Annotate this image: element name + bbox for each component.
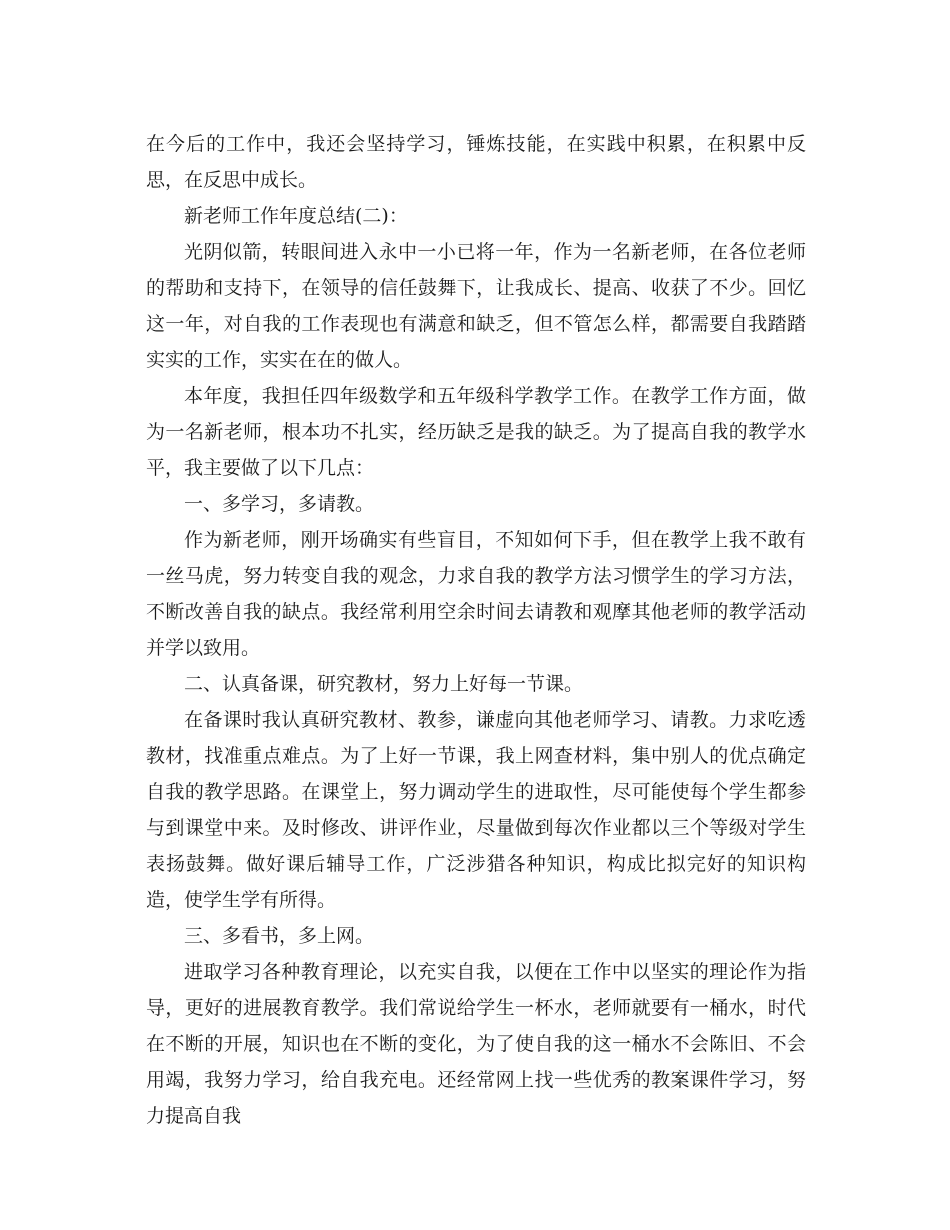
- paragraph-teaching-role: 本年度，我担任四年级数学和五年级科学教学工作。在教学工作方面，做为一名新老师，根本功不扎实，经历缺乏是我的缺乏。为了提高自我的教学水平，我主要做了以下几点：: [146, 385, 806, 479]
- paragraph-closing-remark: 在今后的工作中，我还会坚持学习，锤炼技能，在实践中积累，在积累中反思，在反思中成长。: [146, 133, 806, 191]
- paragraph-point-three: 进取学习各种教育理论，以充实自我，以便在工作中以坚实的理论作为指导，更好的进展教育教学。我们常说给学生一杯水，老师就要有一桶水，时代在不断的开展，知识也在不断的变化，为了使自我的这一桶水不会陈旧、不会用竭，我努力学习，给自我充电。还经常网上找一些优秀的教案课件学习，努力提高自我: [146, 961, 806, 1127]
- point-heading-three: 三、多看书，多上网。: [184, 925, 375, 947]
- paragraph-intro: 光阴似箭，转眼间进入永中一小已将一年，作为一名新老师，在各位老师的帮助和支持下，在领导的信任鼓舞下，让我成长、提高、收获了不少。回忆这一年，对自我的工作表现也有满意和缺乏，但不管怎么样，都需要自我踏踏实实的工作，实实在在的做人。: [146, 241, 806, 371]
- paragraph-point-one: 作为新老师，刚开场确实有些盲目，不知如何下手，但在教学上我不敢有一丝马虎，努力转变自我的观念，力求自我的教学方法习惯学生的学习方法，不断改善自我的缺点。我经常利用空余时间去请教和观摩其他老师的教学活动并学以致用。: [146, 529, 806, 659]
- paragraph-point-two: 在备课时我认真研究教材、教参，谦虚向其他老师学习、请教。力求吃透教材，找准重点难点。为了上好一节课，我上网查材料，集中别人的优点确定自我的教学思路。在课堂上，努力调动学生的进取性，尽可能使每个学生都参与到课堂中来。及时修改、讲评作业，尽量做到每次作业都以三个等级对学生表扬鼓舞。做好课后辅导工作，广泛涉猎各种知识，构成比拟完好的知识构造，使学生学有所得。: [146, 709, 806, 911]
- document-body: [146, 126, 806, 1134]
- point-heading-one: 一、多学习，多请教。: [184, 493, 375, 515]
- section-heading-summary-two: 新老师工作年度总结(二)：: [184, 205, 408, 227]
- point-heading-two: 二、认真备课，研究教材，努力上好每一节课。: [184, 673, 584, 695]
